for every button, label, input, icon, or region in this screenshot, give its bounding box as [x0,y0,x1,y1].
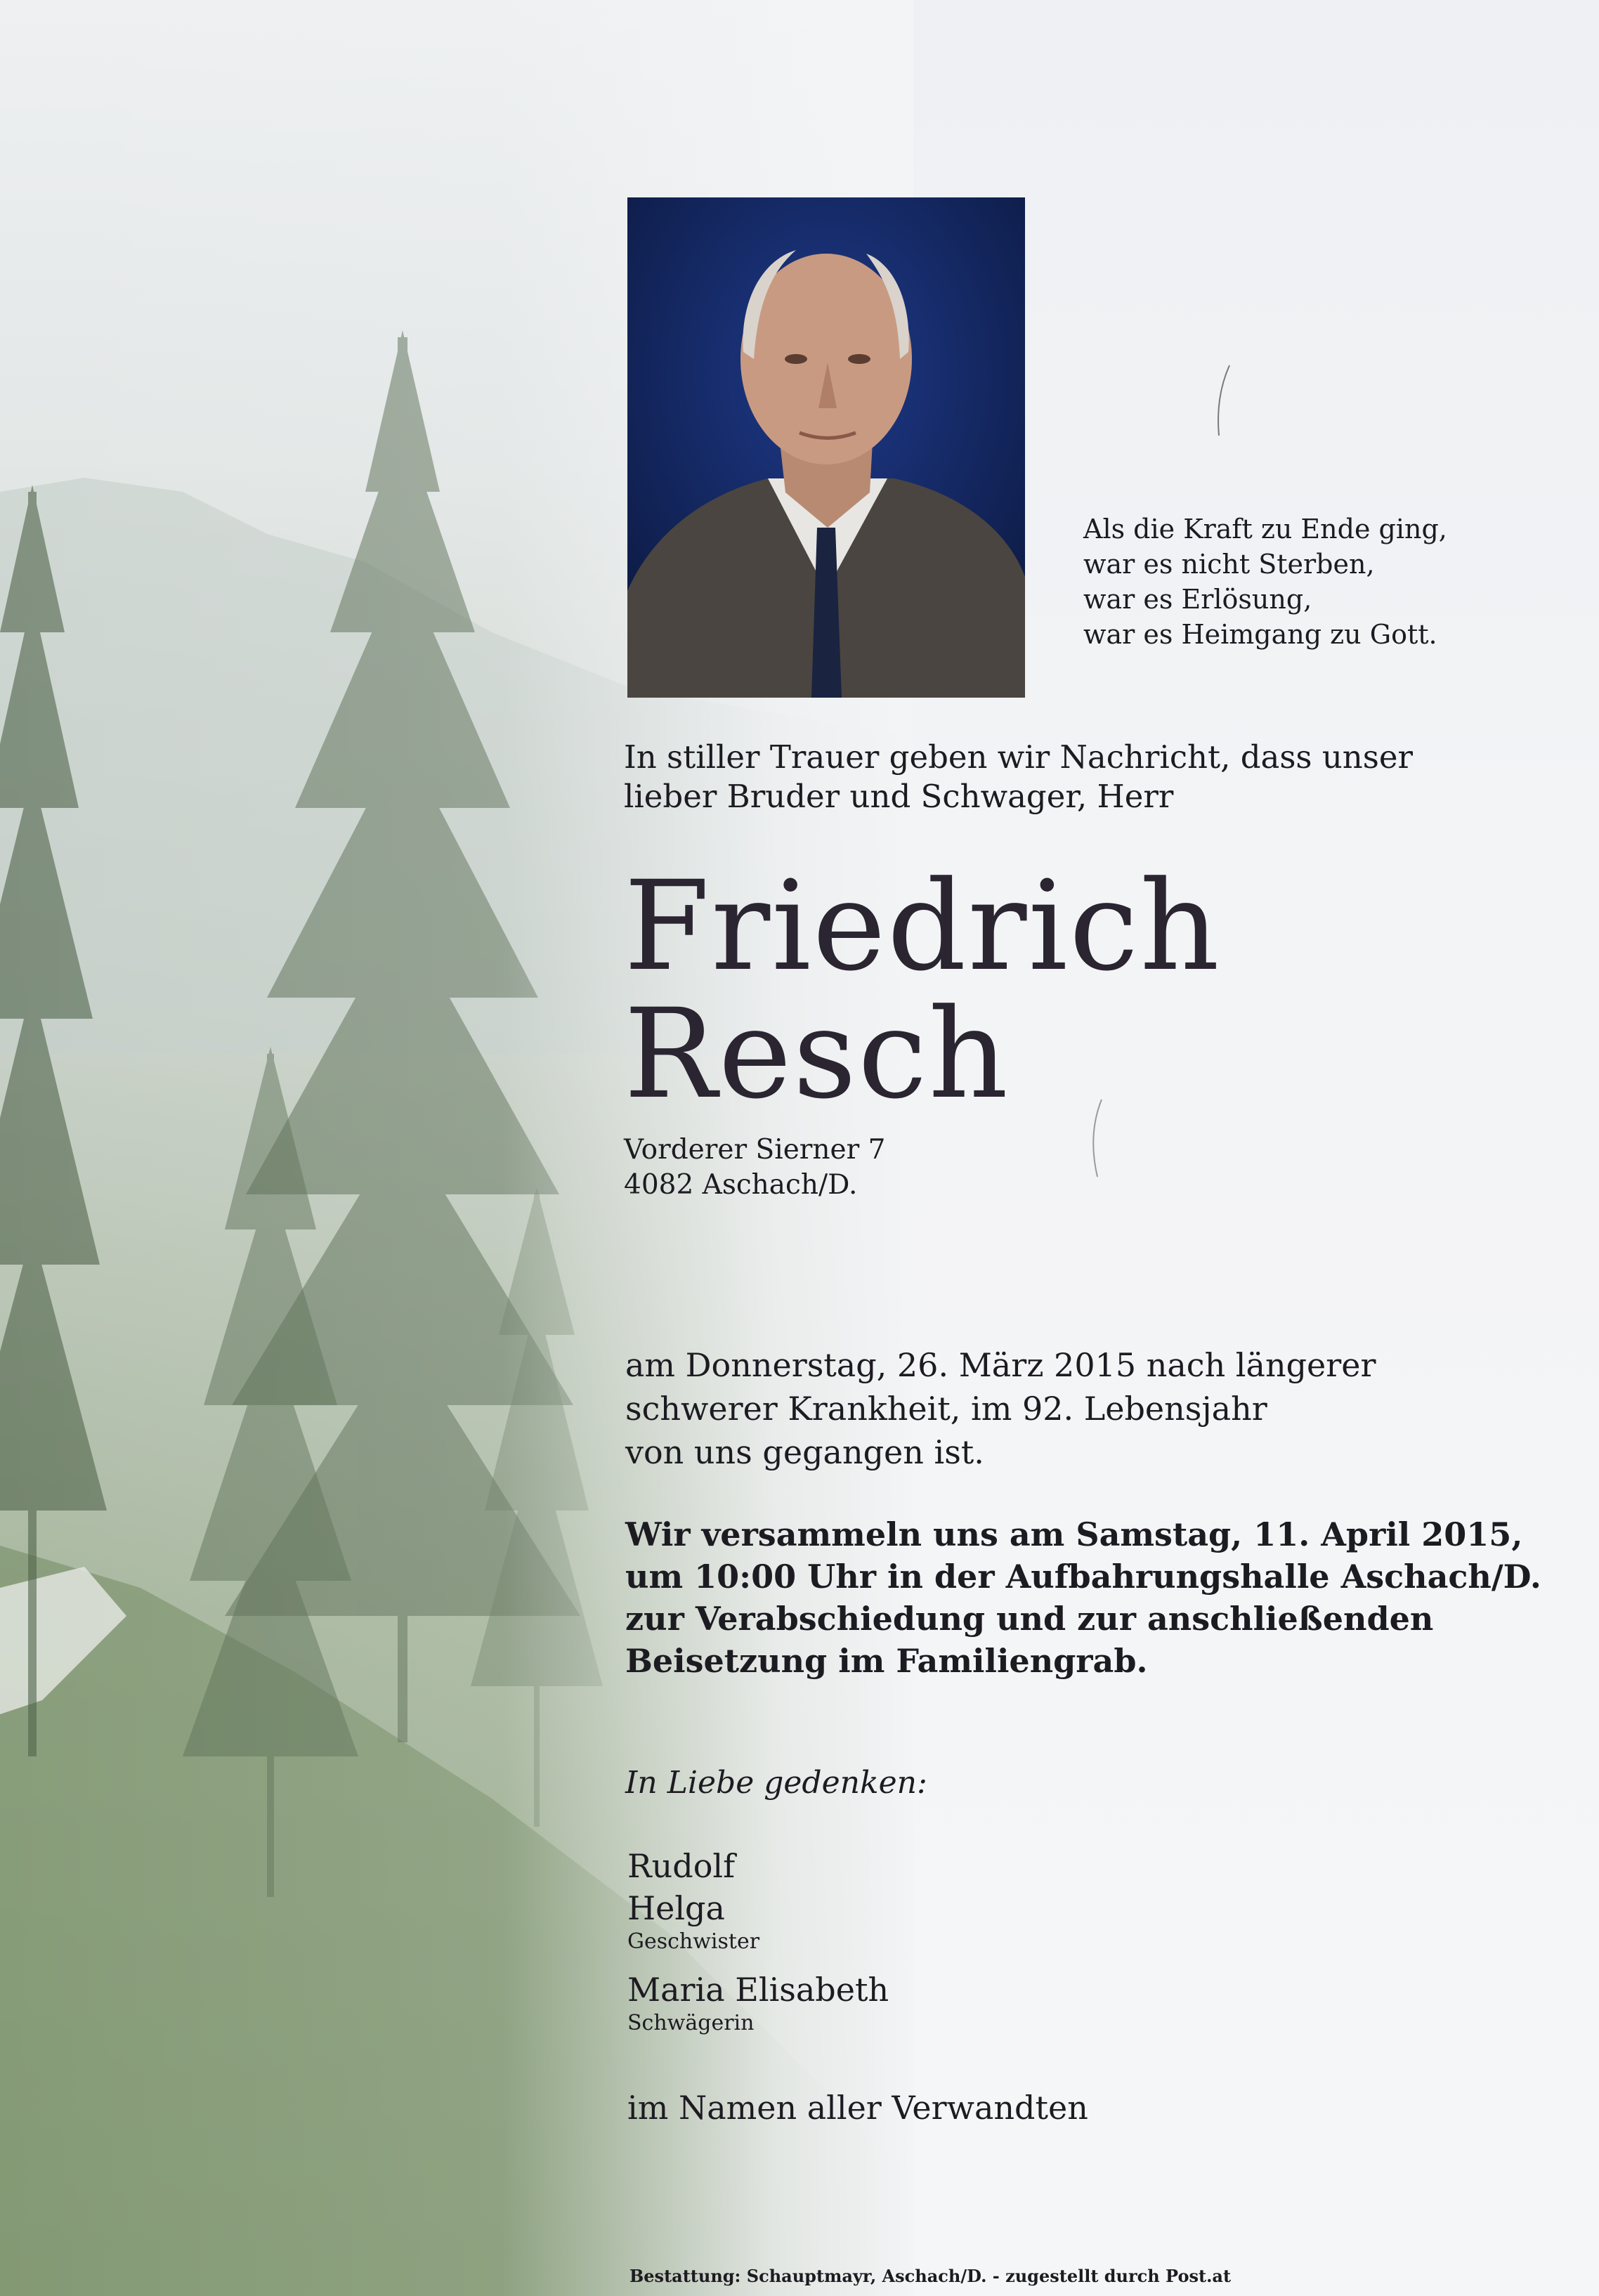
address-line: 4082 Aschach/D. [624,1169,858,1201]
motto-line: war es Heimgang zu Gott. [1083,619,1437,650]
deceased-address [624,1133,885,1203]
funeral-line: zur Verabschiedung und zur anschließenden [625,1600,1434,1638]
motto-line: war es nicht Sterben, [1083,549,1375,580]
motto-verse [1083,511,1477,652]
death-notice-line: von uns gegangen ist. [625,1433,984,1471]
mourner-relation: Schwägerin [627,2011,755,2035]
death-notice-line: am Donnerstag, 26. März 2015 nach längerer [625,1346,1376,1384]
paper-mark [1082,1096,1110,1180]
death-notice [625,1343,1376,1474]
mourner-name: Rudolf [627,1847,736,1885]
portrait-photo [627,197,1025,698]
mourner-name: Helga [627,1889,725,1927]
funeral-line: Wir versammeln uns am Samstag, 11. April 2015, [625,1515,1523,1553]
first-name: Friedrich [624,854,1221,998]
mourners-list [627,1845,889,2050]
funeral-line: Beisetzung im Familiengrab. [625,1642,1148,1680]
deceased-name [624,854,1221,1126]
funeral-info [625,1513,1541,1682]
funeral-line: um 10:00 Uhr in der Aufbahrungshalle Aschach/D. [625,1558,1541,1596]
footer-credit: Bestattung: Schauptmayr, Aschach/D. - zugestellt durch Post.at [629,2266,1232,2286]
address-line: Vorderer Sierner 7 [624,1134,886,1166]
motto-line: war es Erlösung, [1083,584,1312,615]
death-notice-line: schwerer Krankheit, im 92. Lebensjahr [625,1390,1267,1428]
mourner-relation: Geschwister [627,1929,760,1954]
intro-text [624,738,1467,816]
remembrance-heading: In Liebe gedenken: [625,1765,927,1801]
closing-line: im Namen aller Verwandten [627,2089,1088,2127]
intro-line: In stiller Trauer geben wir Nachricht, dass unser [624,738,1414,776]
last-name: Resch [624,982,1010,1126]
mourner-name: Maria Elisabeth [627,1971,889,2009]
paper-mark [1208,362,1236,439]
motto-line: Als die Kraft zu Ende ging, [1083,514,1447,544]
intro-line: lieber Bruder und Schwager, Herr [624,778,1174,815]
